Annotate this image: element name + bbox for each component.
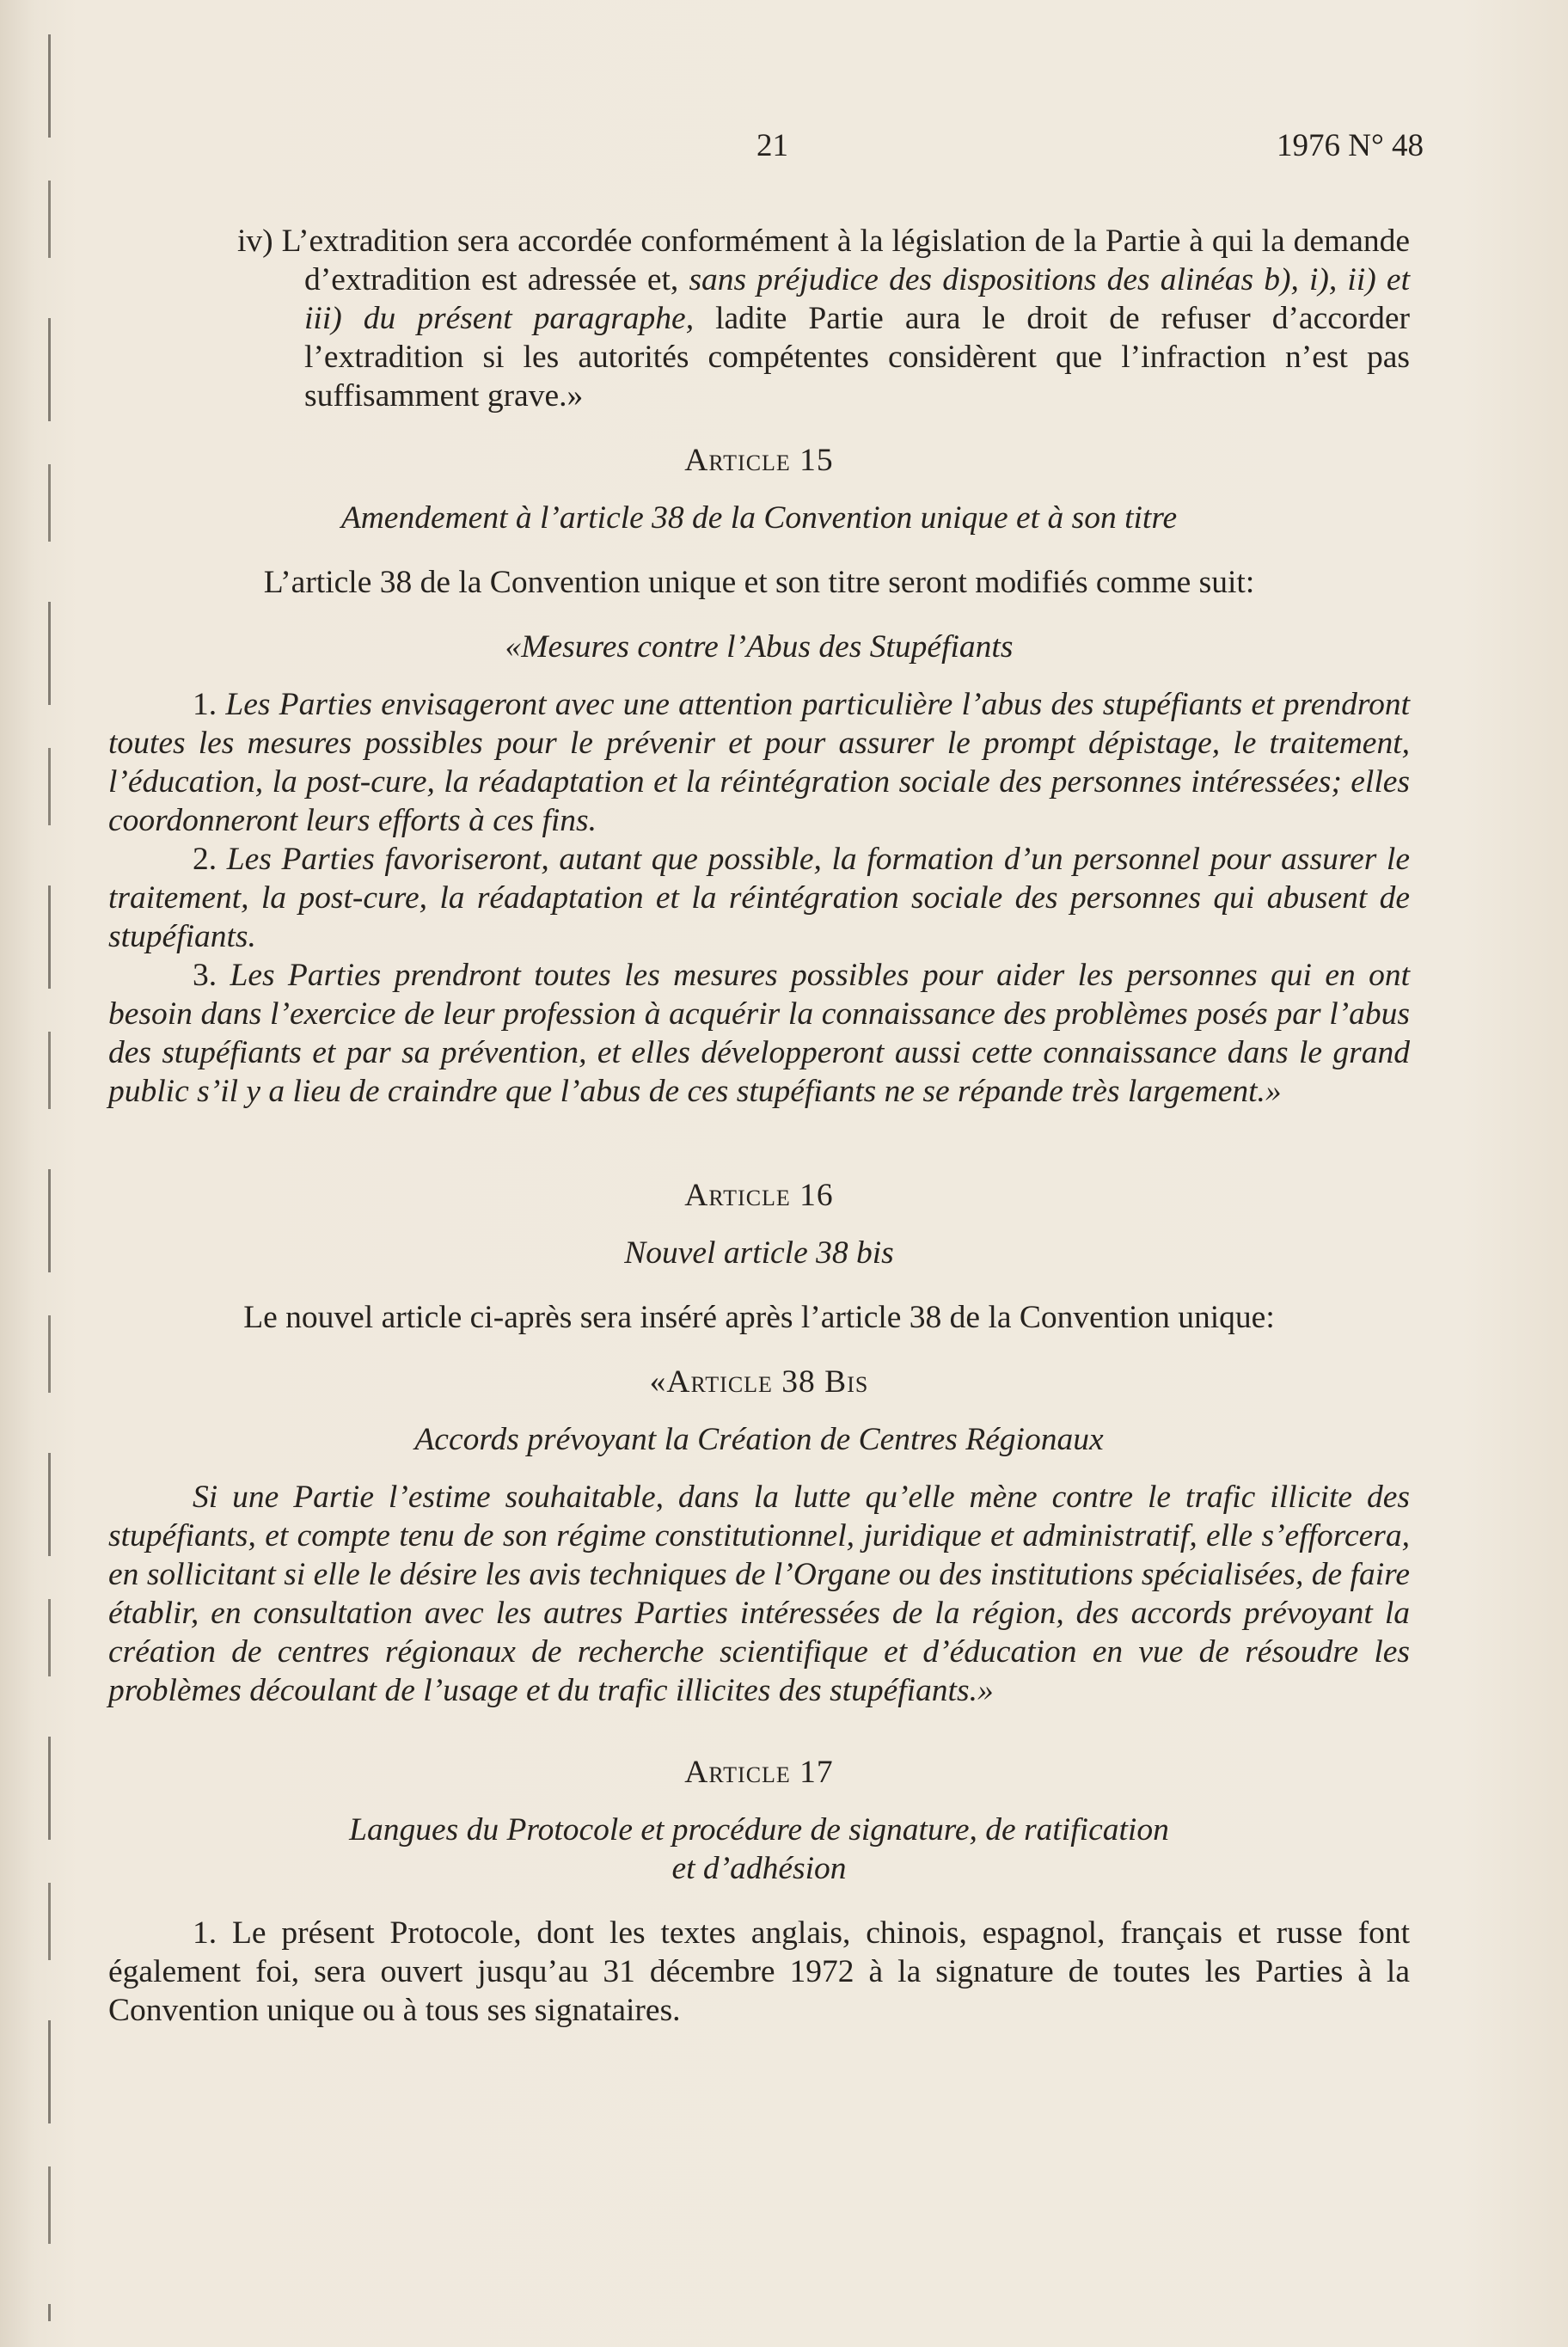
article-38-bis-text: Si une Partie l’estime souhaitable, dans la lutte qu’elle mène contre le trafic illicite des stupéfiants, et compte tenu de son régime constitutionnel, juridique et administratif, elle s’efforcera, en sollicitant si elle le désire les avis techniques de l’Organe ou des institutions spécialisées, de faire établir, en consultation avec les autres Parties intéressées de la région, des accords prévoyant la création de centres régionaux de recherche scientifique et d’éducation en vue de résoudre les problèmes découlant de l’usage et du trafic illicites des stupéfiants.»	[108, 1480, 1410, 1708]
article-15-quoted-title: «Mesures contre l’Abus des Stupéfiants	[505, 629, 1014, 665]
article-15-intro: L’article 38 de la Convention unique et son titre seront modifiés comme suit:	[263, 565, 1255, 600]
page-number: 21	[756, 128, 788, 163]
article-17-title-line-1: Langues du Protocole et procédure de signature, de ratification	[349, 1812, 1169, 1848]
article-17-paragraph-1: 1. Le présent Protocole, dont les textes anglais, chinois, espagnol, français et russe font également foi, sera ouvert jusqu’au 31 décembre 1972 à la signature de toutes les Parties à la Convention unique ou à tous ses signataires.	[108, 1915, 1410, 2028]
article-15-paragraph-2: 2. Les Parties favoriseront, autant que possible, la formation d’un personnel pour assurer le traitement, la post-cure, la réadaptation et la réintégration sociale des personnes qui abusent de stupéfiants.	[108, 842, 1410, 954]
article-15-paragraph-1: 1. Les Parties envisageront avec une attention particulière l’abus des stupéfiants et prendront toutes les mesures possibles pour le prévenir et pour assurer le prompt dépistage, le traitement, l’éducation, la post-cure, la réadaptation et la réintégration sociale des personnes intéressées; elles coordonneront leurs efforts à ces fins.	[108, 687, 1410, 838]
article-15-paragraph-3: 3. Les Parties prendront toutes les mesures possibles pour aider les personnes qui en ont besoin dans l’exercice de leur profession à acquérir la connaissance des problèmes posés par l’abus des stupéfiants et par sa prévention, et elles développeront aussi cette connaissance dans le grand public s’il y a lieu de craindre que l’abus de ces stupéfiants ne se répande très largement.»	[108, 958, 1410, 1109]
article-15-title: Amendement à l’article 38 de la Convention unique et à son titre	[340, 500, 1178, 536]
article-16-title: Nouvel article 38 bis	[624, 1235, 894, 1271]
article-15-heading: Article 15	[684, 443, 834, 478]
clause-iv: iv) L’extradition sera accordée conformément à la législation de la Partie à qui la demande d’extradition est adressée et, sans préjudice des dispositions des alinéas b), i), ii) et iii) du présent paragraphe, ladite Partie aura le droit de refuser d’accorder l’extradition si les autorités compétentes considèrent que l’infraction n’est pas suffisamment grave.»	[237, 224, 1410, 414]
article-16-heading: Article 16	[684, 1178, 834, 1213]
article-17-title-line-2: et d’adhésion	[671, 1851, 847, 1886]
page-body	[108, 222, 1410, 2030]
article-38-bis-title: Accords prévoyant la Création de Centres Régionaux	[414, 1422, 1104, 1457]
article-38-bis-heading: «Article 38 Bis	[649, 1364, 869, 1400]
document-reference: 1976 N° 48	[1276, 128, 1424, 163]
article-16-intro: Le nouvel article ci-après sera inséré après l’article 38 de la Convention unique:	[243, 1300, 1275, 1335]
article-17-heading: Article 17	[684, 1755, 834, 1790]
binding-gutter-shadow	[48, 34, 51, 2321]
page-header	[0, 127, 1568, 179]
